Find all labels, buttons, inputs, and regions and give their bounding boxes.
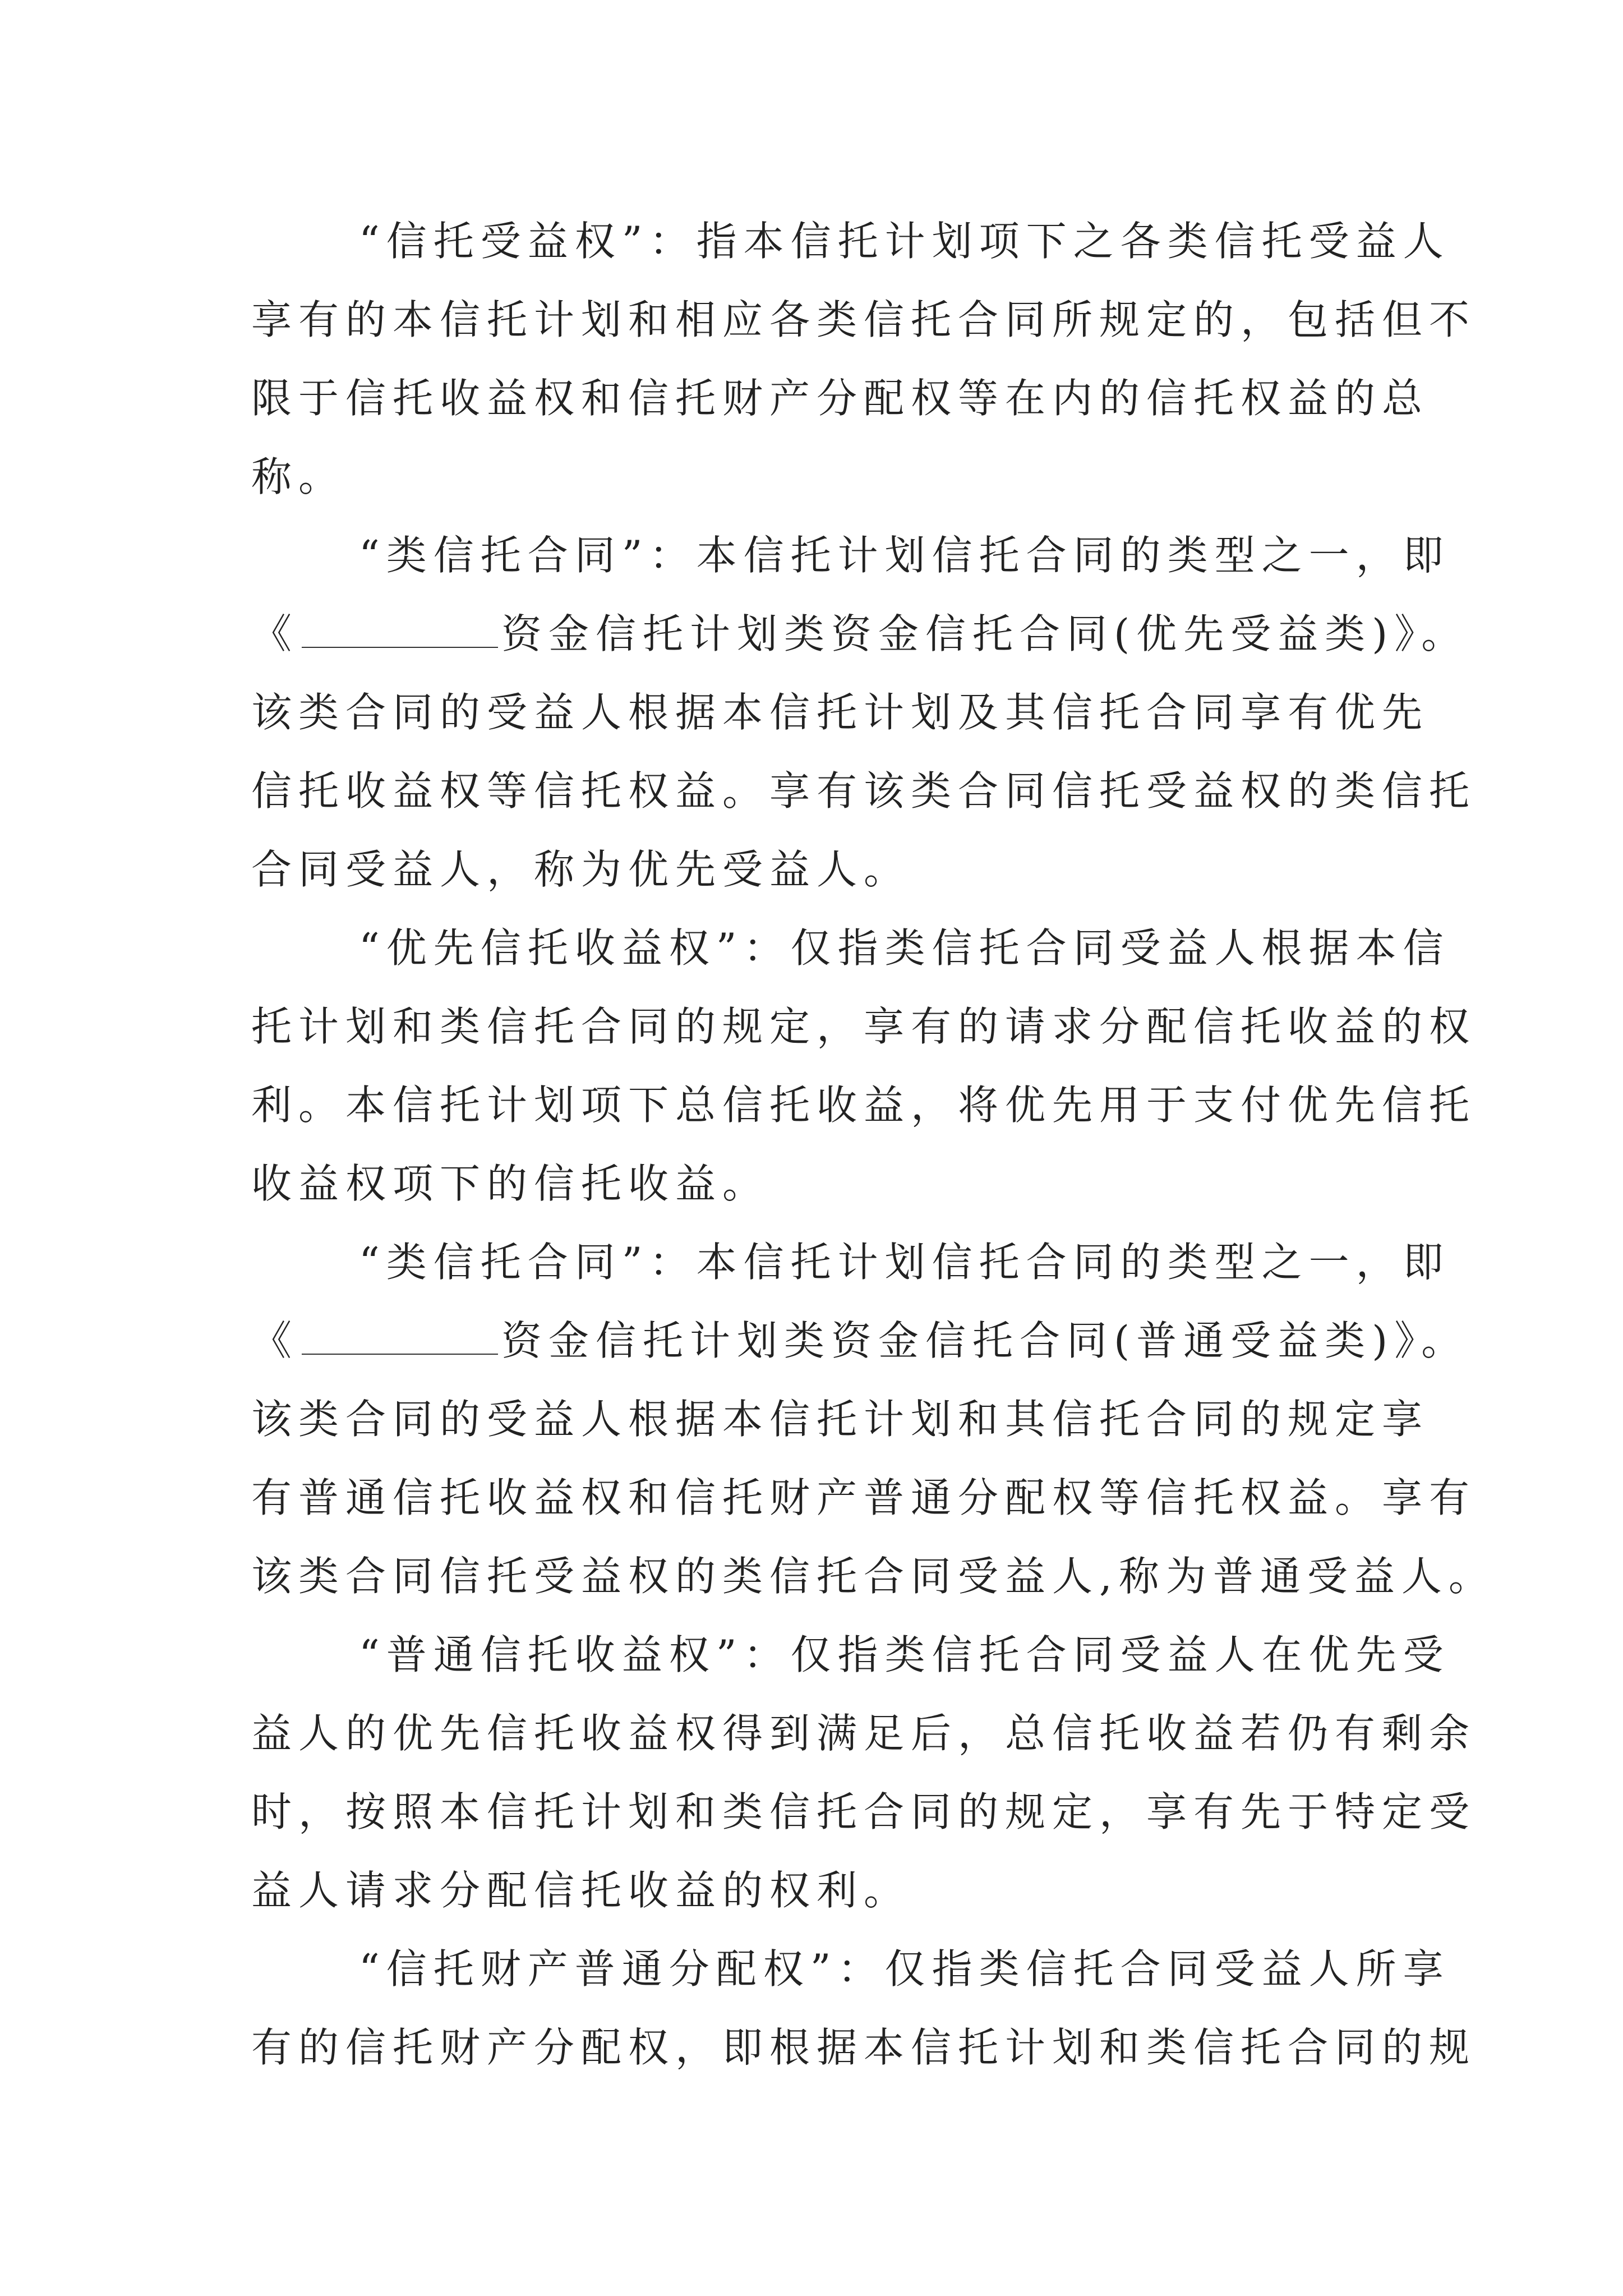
- paragraph-line: 限于信托收益权和信托财产分配权等在内的信托权益的总: [251, 375, 1430, 422]
- paragraph-line: 有的信托财产分配权，即根据本信托计划和类信托合同的规: [251, 2024, 1477, 2071]
- paragraph-line: 称。: [251, 453, 346, 500]
- paragraph-line: 时，按照本信托计划和类信托合同的规定，享有先于特定受: [251, 1788, 1477, 1835]
- blank-underline: [302, 1317, 498, 1355]
- paragraph-line: [251, 595, 1469, 673]
- paragraph-line: 利。本信托计划项下总信托收益，将优先用于支付优先信托: [251, 1082, 1477, 1129]
- contract-title-text: 资金信托计划类资金信托合同(普通受益类)》。: [501, 1317, 1469, 1364]
- paragraph-line: 信托收益权等信托权益。享有该类合同信托受益权的类信托: [251, 767, 1477, 815]
- blank-underline: [302, 610, 498, 648]
- paragraph-line: 享有的本信托计划和相应各类信托合同所规定的，包括但不: [251, 296, 1477, 343]
- paragraph-line: 该类合同信托受益权的类信托合同受益人,称为普通受益人。: [251, 1553, 1496, 1600]
- paragraph-line: 该类合同的受益人根据本信托计划和其信托合同的规定享: [251, 1396, 1430, 1443]
- paragraph-line: “信托受益权”：指本信托计划项下之各类信托受益人: [359, 218, 1450, 265]
- paragraph-line: 合同受益人，称为优先受益人。: [251, 846, 911, 893]
- paragraph-line: 益人请求分配信托收益的权利。: [251, 1867, 911, 1914]
- paragraph-line: “普通信托收益权”：仅指类信托合同受益人在优先受: [359, 1631, 1450, 1678]
- paragraph-line: 有普通信托收益权和信托财产普通分配权等信托权益。享有: [251, 1474, 1477, 1521]
- paragraph-line: “类信托合同”：本信托计划信托合同的类型之一，即: [359, 532, 1450, 579]
- paragraph-line: “类信托合同”：本信托计划信托合同的类型之一，即: [359, 1239, 1450, 1286]
- paragraph-line: “信托财产普通分配权”：仅指类信托合同受益人所享: [359, 1945, 1450, 1993]
- paragraph-line: 该类合同的受益人根据本信托计划及其信托合同享有优先: [251, 689, 1430, 736]
- contract-title-text: 资金信托计划类资金信托合同(优先受益类)》。: [501, 610, 1469, 657]
- open-book-quote: 《: [251, 1317, 299, 1364]
- paragraph-line: “优先信托收益权”：仅指类信托合同受益人根据本信: [359, 924, 1450, 972]
- open-book-quote: 《: [251, 610, 299, 657]
- paragraph-line: 托计划和类信托合同的规定，享有的请求分配信托收益的权: [251, 1003, 1477, 1050]
- paragraph-line: 收益权项下的信托收益。: [251, 1160, 770, 1207]
- paragraph-line: 益人的优先信托收益权得到满足后，总信托收益若仍有剩余: [251, 1710, 1477, 1757]
- paragraph-line: [251, 1301, 1469, 1380]
